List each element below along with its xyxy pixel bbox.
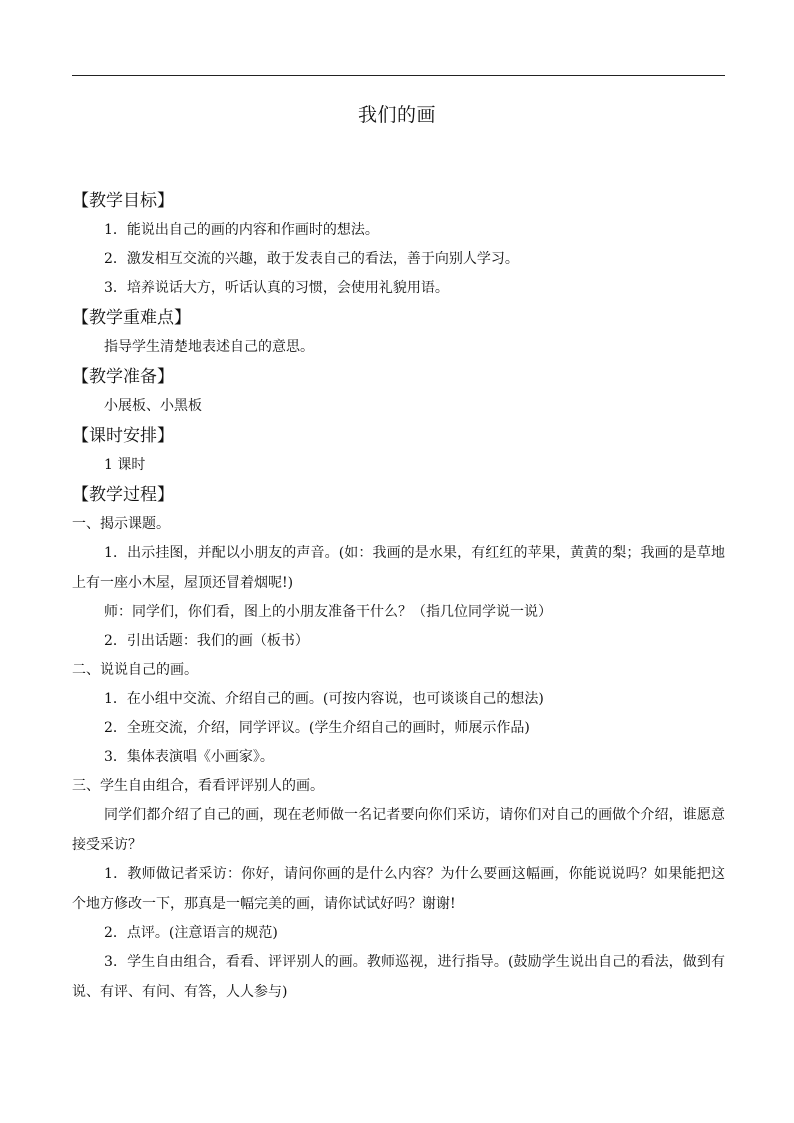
preparation-text: 小展板、小黑板 [104,398,202,414]
section-heading-key-points: 【教学重难点】 [72,308,191,328]
section-heading-schedule: 【课时安排】 [72,426,174,446]
process-line: 3．集体表演唱《小画家》。 [104,749,274,765]
process-line: 1．在小组中交流、介绍自己的画。(可按内容说，也可谈谈自己的想法) [104,691,544,707]
process-line: 同学们都介绍了自己的画，现在老师做一名记者要向你们采访，请你们对自己的画做个介绍，谁愿意接受采访？ [72,807,725,853]
header-rule [72,75,725,76]
section-heading-preparation: 【教学准备】 [72,367,174,387]
process-line: 1．教师做记者采访：你好，请问你画的是什么内容？为什么要画这幅画，你能说说吗？如果能把这个地方修改一下，那真是一幅完美的画，请你试试好吗？谢谢! [72,866,725,912]
process-part-title: 三、学生自由组合，看看评评别人的画。 [72,778,324,794]
process-part-title: 一、揭示课题。 [72,516,170,532]
process-line: 师：同学们，你们看，图上的小朋友准备干什么？（指几位同学说一说） [104,604,552,620]
goal-item: 2．激发相互交流的兴趣，敢于发表自己的看法，善于向别人学习。 [104,251,519,267]
process-line: 2．引出话题：我们的画（板书） [104,633,309,649]
schedule-text: 1 课时 [104,457,146,473]
section-heading-goals: 【教学目标】 [72,191,174,211]
key-points-text: 指导学生清楚地表述自己的意思。 [104,339,314,355]
page-title: 我们的画 [357,104,436,126]
document-body [72,186,725,1007]
process-line: 3．学生自由组合，看看、评评别人的画。教师巡视，进行指导。(鼓励学生说出自己的看法，做到有说、有评、有问、有答，人人参与) [72,954,725,1000]
goal-item: 3．培养说话大方，听话认真的习惯，会使用礼貌用语。 [104,280,449,296]
section-heading-process: 【教学过程】 [72,485,174,505]
process-part-title: 二、说说自己的画。 [72,662,198,678]
goal-item: 1．能说出自己的画的内容和作画时的想法。 [104,222,379,238]
process-line: 2．全班交流，介绍，同学评议。(学生介绍自己的画时，师展示作品) [104,720,530,736]
process-line: 2．点评。(注意语言的规范) [104,925,278,941]
process-line: 1．出示挂图，并配以小朋友的声音。(如：我画的是水果，有红红的苹果，黄黄的梨；我画的是草地上有一座小木屋，屋顶还冒着烟呢!) [72,545,725,591]
